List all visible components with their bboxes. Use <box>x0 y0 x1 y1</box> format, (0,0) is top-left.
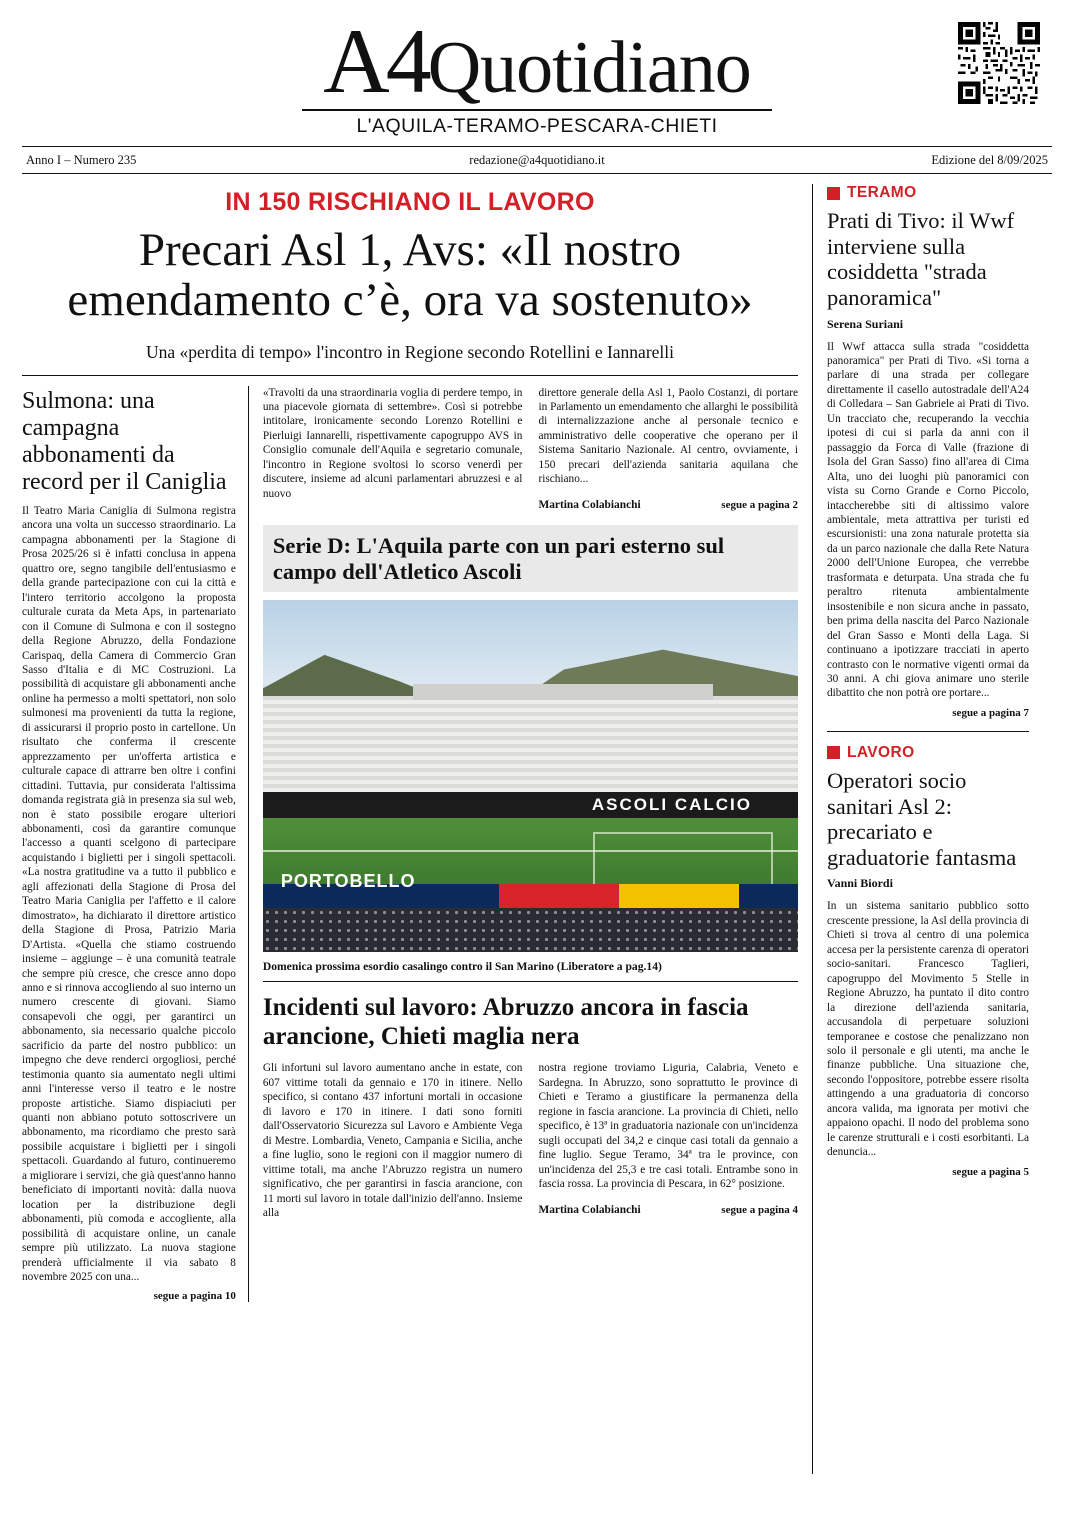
incidenti-byline: Martina Colabianchi <box>538 1203 641 1216</box>
photo-ad-red <box>499 884 619 908</box>
sulmona-text: Il Teatro Maria Caniglia di Sulmona registra ancora una volta un successo straordinario. La campagna abbonamenti per la Stagione di Prosa 2025/26 si è infatti conclusa in appena quattro ore, segno tangibile dell'entusiasmo e della grande partecipazione con cui la città e l'intero territorio accolgono la proposta culturale curata da Meta Aps, in partenariato con il Comune di Sulmona e con il sostegno della Regione Abruzzo, della Fondazione Carispaq, della Camera di Commercio Gran Sasso d'Italia e di MC Costruzioni. La possibilità di acquistare gli abbonamenti anche online ha permesso a molti spettatori, non solo sulmonesi ma provenienti da tutta la regione, di assicurarsi il proprio posto in cartellone. Un risultato che conferma il crescente apprezzamento per un'offerta artistica e culturale capace di attrarre ben oltre i confini cittadini. Tuttavia, pur considerata l'altissima domanda registrata già in presenza sia sul web, non è stato possibile erogare ulteriori abbonamenti, così da garantire comunque l'accesso a quanti scelgono di partecipare acquistando i biglietti per i singoli spettacoli. «La nostra gratitudine va a tutto il pubblico e agli affezionati della Stagione di Prosa del Teatro Maria Caniglia per l'affetto e il calore dimostrato», ha dichiarato il direttore artistico della Stagione di Prosa, Patrizio Maria D'Artista. «Quella che stiamo costruendo insieme – aggiunge – è una comunità teatrale che sempre più cresce, che cresce anno dopo anno e si rinnova accogliendo al suo interno un numero crescente di giovani. Siamo consapevoli che oggi, per garantirci un abbonamento, sia necessario qualche piccolo sacrificio da parte del nostro pubblico: un impegno che deve renderci orgogliosi, perché testimonia quanto sia aumentato negli ultimi anni l'interesse verso il teatro e le nostre proposte artistiche. Siamo dispiaciuti per quanti non abbiano potuto sottoscrivere un abbonamento, ma ricordiamo che presto sarà possibile acquistare i biglietti per i singoli spettacoli. Guardando al futuro, continueremo a migliorare i servizi, che già quest'anno hanno beneficiato di importanti novità: dalla nuova location per la distribuzione degli abbonamenti, più comoda e accogliente, alla possibilità di acquistare online, un canale sempre più utilizzato. La nuova stagione prenderà ufficialmente il via sabato 8 novembre 2025 con una... <box>22 505 236 1284</box>
main-body <box>22 386 798 1303</box>
stadium-photo <box>263 600 798 952</box>
lead-byline: Martina Colabianchi <box>538 498 641 511</box>
photo-roof <box>413 684 713 700</box>
masthead <box>22 0 1052 140</box>
edition-date: Edizione del 8/09/2025 <box>931 152 1048 167</box>
issue-number: Anno I – Numero 235 <box>26 152 137 167</box>
teramo-segue[interactable]: segue a pagina 7 <box>952 706 1029 719</box>
masthead-subtitle: L'AQUILA-TERAMO-PESCARA-CHIETI <box>356 115 718 138</box>
masthead-logo-a4: A4 <box>323 10 428 112</box>
red-square-icon <box>827 746 840 759</box>
page-grid <box>22 184 1052 1474</box>
lavoro-tag[interactable] <box>827 744 1029 762</box>
lead-text-2: direttore generale della Asl 1, Paolo Costanzi, di portare in Parlamento un emendamento che allarghi le possibilità di internalizzazione anche al personale tecnico e amministrativo delle cooperative che operano per il Sistema Sanitario Nazionale. Al centro, ovviamente, i 150 precari dell'azienda sanitaria aquilana che rischiano... <box>538 386 799 486</box>
lavoro-headline[interactable]: Operatori socio sanitari Asl 2: precariato e graduatorie fantasma <box>827 767 1017 870</box>
teramo-tag-label: TERAMO <box>847 184 917 201</box>
qr-code-icon[interactable] <box>958 22 1040 104</box>
incidenti-col-2 <box>538 1061 798 1220</box>
teramo-author: Serena Suriani <box>827 316 904 331</box>
lead-headline[interactable]: Precari Asl 1, Avs: «Il nostro emendamento c’è, ora va sostenuto» <box>67 224 753 327</box>
sulmona-segue[interactable]: segue a pagina 10 <box>153 1290 236 1303</box>
lead-col-2 <box>538 386 798 511</box>
main-right-block <box>249 386 798 1303</box>
lead-col-1 <box>263 386 523 511</box>
teramo-article <box>827 184 1029 719</box>
photo-penalty-box <box>593 832 773 892</box>
red-square-icon <box>827 187 840 200</box>
sulmona-article <box>22 386 249 1303</box>
lavoro-author: Vanni Biordi <box>827 876 893 891</box>
teramo-tag[interactable] <box>827 184 1029 202</box>
lavoro-text: In un sistema sanitario pubblico sotto crescente pressione, la Asl della provincia di Chieti si trova al centro di una polemica accesa per la persistente carenza di operatori socio-sanitari. Francesco Taglieri, capogruppo del Movimento 5 Stelle in Regione Abruzzo, ha puntato il dito contro la direzione dell'azienda sanitaria, accusandola di perpetuare soluzioni temporanee e costose che penalizzano non solo il personale e gli utenti, ma anche le finanze pubbliche. Una situazione che, secondo l'oppositore, potrebbe essere risolta attingendo a una graduatoria di concorso ancora valida, ma ignorata per motivi che appaiono opachi. Il nodo del problema sono le carenze strutturali e i costi esorbitanti. La denuncia... <box>827 900 1029 1159</box>
teramo-text: Il Wwf attacca sulla strada "cosiddetta panoramica" per Prati di Tivo. «Si torna a parlare di una strada per collegare direttamente il casello autostradale dell'A24 di Colledara – San Gabriele ai Prati di Tivo. Un tracciato che, recuperando la vecchia ipotesi di cui si parla da anni con il passaggio da Forca di Valle (frazione di Isola del Gran Sasso) fino all'area di Cima Alta, uno dei luoghi più panoramici con vista su Corno Grande e Corno Piccolo, intaccherebbe siti di altissimo valore ambientale, meta attrattiva per turisti ed escursionisti: una zona naturale protetta sia da un parco nazionale che dalla Rete Natura 2000 dell'Unione Europea, che verrebbe trasformata e deturpata. Una strada che fu peraltro ritenuta ambientalmente insostenibile e non sicura anche in passato, ben prima della nascita del Parco Nazionale del Gran Sasso e Monti della Laga. Si continuano a ipotizzare tracciati in aperto contrasto con le normative vigenti ormai da 30 anni. A chi giova animare uno sterile dibattito che non potrà ore portare... <box>827 340 1029 700</box>
incidenti-text-1: Gli infortuni sul lavoro aumentano anche in estate, con 607 vittime totali da gennaio e 170 in itinere. Nello specifico, si contano 437 infortuni mortali in occasione di lavoro e 170 in itinere. I dati sono forniti dall'Osservatorio Sicurezza sul Lavoro e Ambiente Vega di Mestre. Lombardia, Veneto, Campania e Sicilia, anche a fine luglio, sono le regioni con il maggior numero di vittime totali, ma anche l'Abruzzo registra un numero significativo, che per garantirsi in fascia arancione, con 11 morti sul lavoro in totale dall'inizio dell'anno. Insieme alla <box>262 1062 523 1220</box>
right-column <box>813 184 1029 1474</box>
incidenti-segue[interactable]: segue a pagina 4 <box>721 1203 799 1216</box>
editorial-email[interactable]: redazione@a4quotidiano.it <box>469 152 605 167</box>
masthead-word: Quotidiano <box>427 27 751 109</box>
photo-ad-yellow <box>619 884 739 908</box>
photo-sponsor-text: PORTOBELLO <box>280 871 416 892</box>
lavoro-article <box>827 744 1029 1178</box>
lead-subhead: Una «perdita di tempo» l'incontro in Regione secondo Rotellini e Iannarelli <box>145 341 675 362</box>
incidenti-text-2: nostra regione troviamo Liguria, Calabria, Veneto e Sardegna. In Abruzzo, sono soprattutto le province di Chieti e Teramo a giustificare la permanenza della regione in fascia arancione. La provincia di Chieti, nello specifico, è 13ª in graduatoria nazionale con un'incidenza sugli occupati del 34,2 e cinque casi totali da gennaio a fine luglio. Segue Teramo, 34ª tra le province, con un'incidenza del 25,3 e tre casi totali. Entrambe sono in fascia rossa. La provincia di Pescara, in 62° posizione. <box>538 1062 799 1191</box>
lead-body-columns <box>263 386 798 511</box>
masthead-title <box>22 10 1052 112</box>
main-column <box>22 184 812 1474</box>
lead-segue[interactable]: segue a pagina 2 <box>721 498 799 511</box>
photo-club-text: ASCOLI CALCIO <box>591 795 752 815</box>
incidenti-headline[interactable]: Incidenti sul lavoro: Abruzzo ancora in fascia arancione, Chieti maglia nera <box>262 994 749 1050</box>
teramo-headline[interactable]: Prati di Tivo: il Wwf interviene sulla cosiddetta "strada panoramica" <box>827 208 1015 310</box>
incidenti-col-1 <box>263 1061 523 1220</box>
photo-crowd <box>263 908 798 952</box>
incidenti-byline-row <box>538 1198 798 1216</box>
right-divider <box>827 731 1029 732</box>
lavoro-tag-label: LAVORO <box>847 743 915 761</box>
photo-ad-band-top <box>263 792 798 818</box>
info-bar <box>22 146 1052 174</box>
lavoro-segue[interactable]: segue a pagina 5 <box>952 1165 1029 1178</box>
photo-caption: Domenica prossima esordio casalingo contro il San Marino (Liberatore a pag.14) <box>263 960 798 982</box>
sulmona-headline[interactable]: Sulmona: una campagna abbonamenti da record per il Caniglia <box>22 387 227 495</box>
masthead-center <box>22 10 1052 138</box>
incidenti-columns <box>263 1061 798 1220</box>
lead-kicker: IN 150 RISCHIANO IL LAVORO <box>225 188 595 216</box>
photo-stand <box>263 696 798 792</box>
lead-divider <box>22 375 798 376</box>
lead-byline-row <box>538 493 798 511</box>
lead-text-1: «Travolti da una straordinaria voglia di perdere tempo, in una piacevole giornata di settembre». Così si potrebbe intitolare, ironicamente secondo Lorenzo Rotellini e Pierluigi Iannarelli, rispettivamente capogruppo AVS in Consiglio comunale dell'Aquila e segretario comunale, l'incontro in Regione svoltosi lo scorso venerdì per discutere, insieme ad alcuni parlamentari abruzzesi e al nuovo <box>262 386 523 500</box>
serie-d-headline[interactable]: Serie D: L'Aquila parte con un pari esterno sul campo dell'Atletico Ascoli <box>263 525 798 593</box>
